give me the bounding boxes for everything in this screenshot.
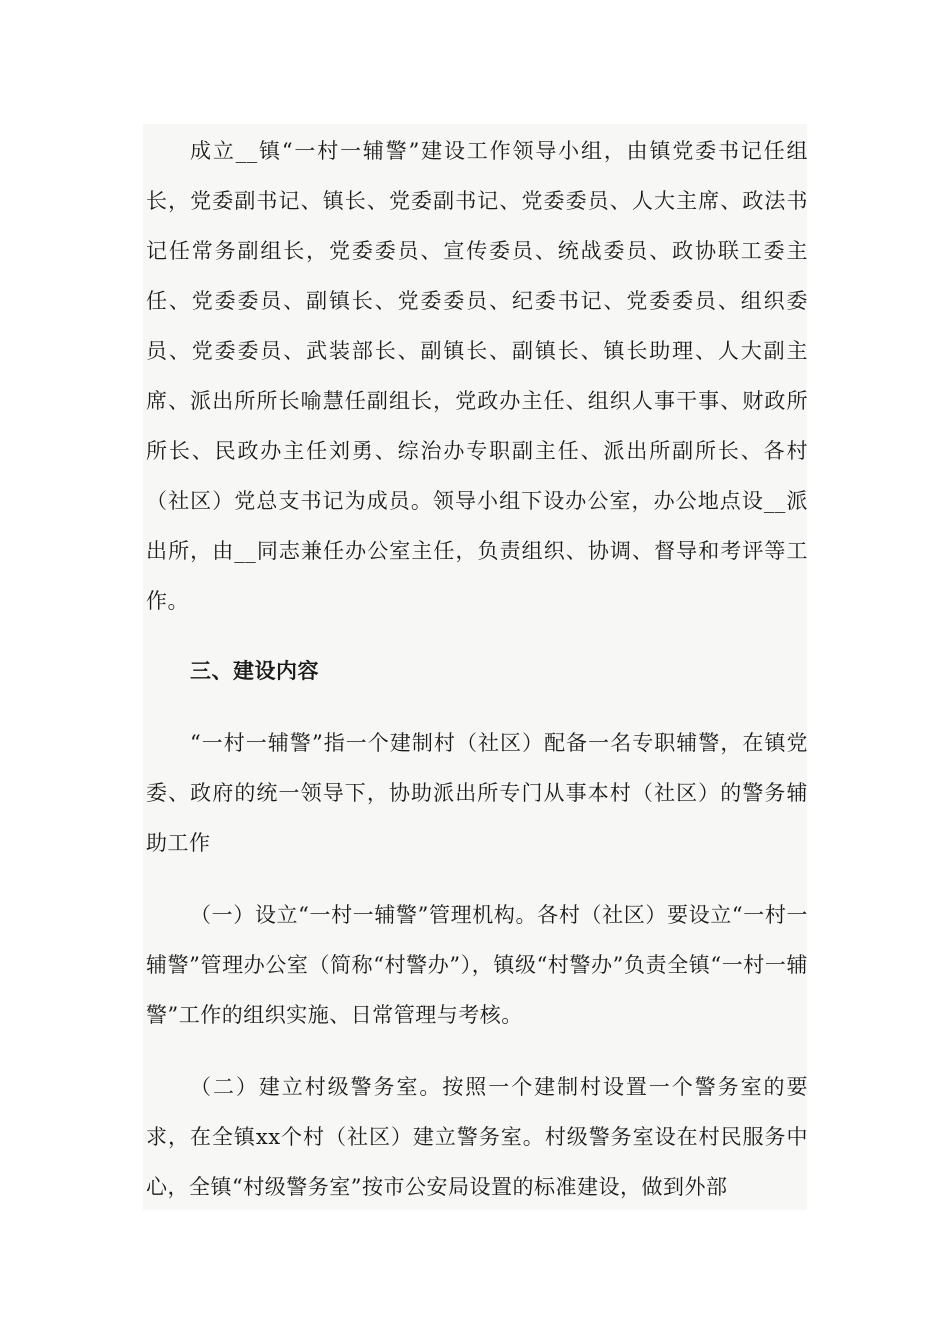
paragraph-definition: “一村一辅警”指一个建制村（社区）配备一名专职辅警，在镇党委、政府的统一领导下，协助派出所专门从事本村（社区）的警务辅助工作: [146, 731, 808, 855]
paragraph-leadership-group: 成立__镇“一村一辅警”建设工作领导小组，由镇党委书记任组长，党委副书记、镇长、党委副书记、党委委员、人大主席、政法书记任常务副组长，党委委员、宣传委员、统战委员、政协联工委主任、党委委员、副镇长、党委委员、纪委书记、党委委员、组织委员、党委委员、武装部长、副镇长、副镇长、镇长助理、人大副主席、派出所所长喻慧任副组长，党政办主任、组织人事干事、财政所所长、民政办主任刘勇、综治办专职副主任、派出所副所长、各村（社区）党总支书记为成员。领导小组下设办公室，办公地点设__派出所，由__同志兼任办公室主任，负责组织、协调、督导和考评等工作。: [146, 139, 808, 613]
paragraph-police-room: （二）建立村级警务室。按照一个建制村设置一个警务室的要求，在全镇xx个村（社区）建立警务室。村级警务室设在村民服务中心，全镇“村级警务室”按市公安局设置的标准建设，做到外部: [146, 1075, 808, 1199]
paragraph-management-office: （一）设立“一村一辅警”管理机构。各村（社区）要设立“一村一辅警”管理办公室（简称“村警办”），镇级“村警办”负责全镇“一村一辅警”工作的组织实施、日常管理与考核。: [146, 903, 808, 1027]
section-heading-construction-content: 三、建设内容: [190, 658, 319, 683]
